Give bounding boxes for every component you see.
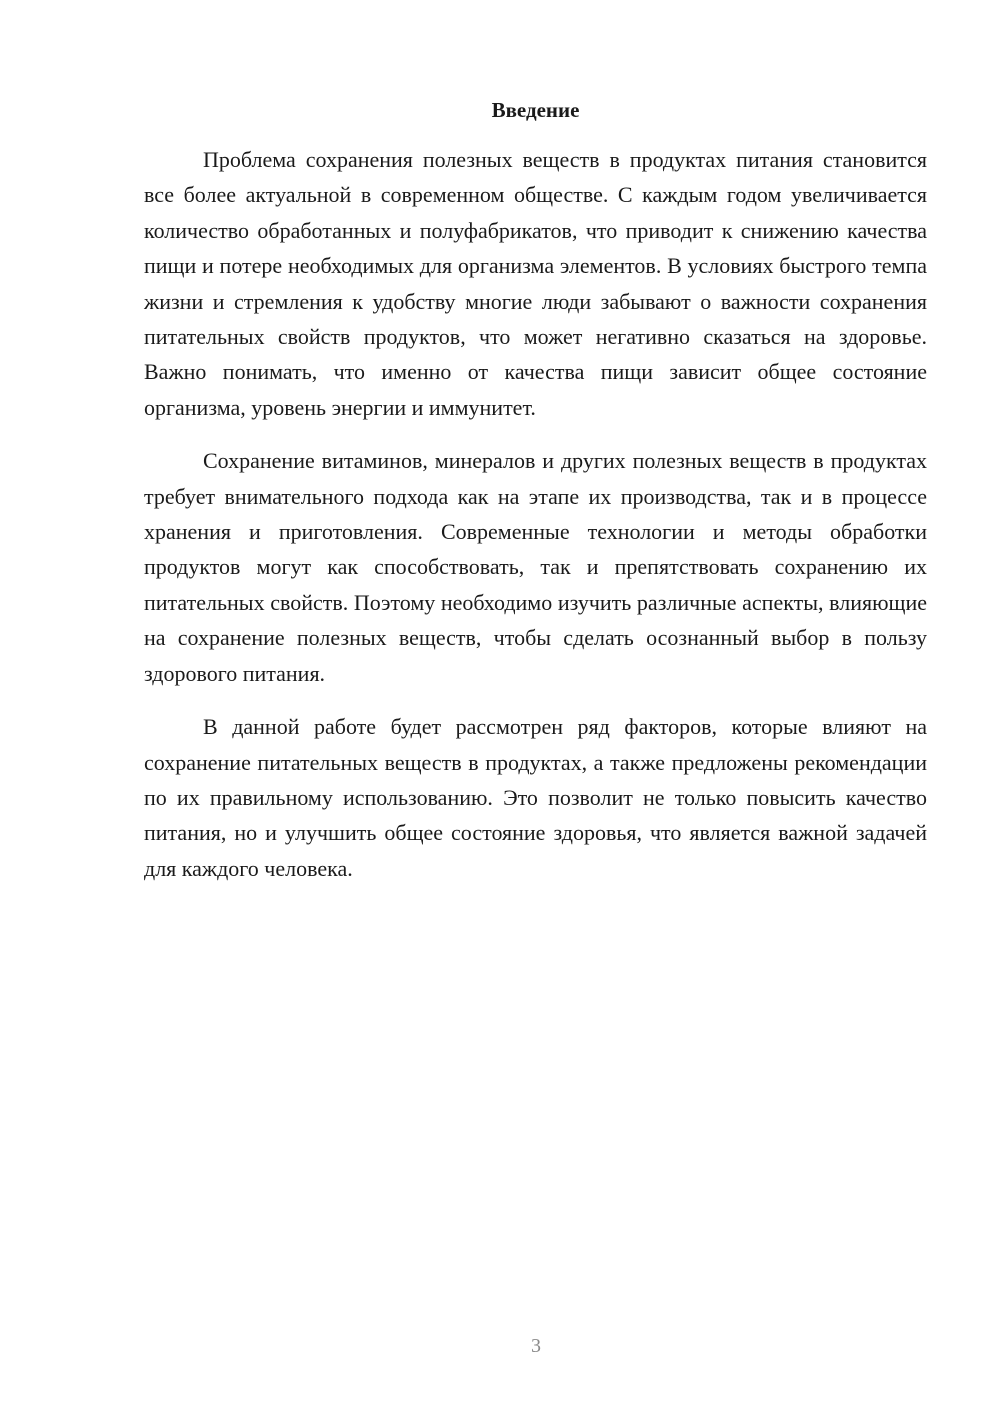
- section-heading: Введение: [491, 98, 580, 122]
- body-text: [144, 142, 927, 904]
- paragraph-2: Сохранение витаминов, минералов и других полезных веществ в продуктах требует внимательного подхода как на этапе их производства, так и в процессе хранения и приготовления. Современные технологии и методы обработки продуктов могут как способствовать, так и препятствовать сохранению их питательных свойств. Поэтому необходимо изучить различные аспекты, влияющие на сохранение полезных веществ, чтобы сделать осознанный выбор в пользу здорового питания.: [144, 448, 927, 686]
- page-number: 3: [531, 1335, 541, 1357]
- paragraph-3: В данной работе будет рассмотрен ряд факторов, которые влияют на сохранение питательных веществ в продуктах, а также предложены рекомендации по их правильному использованию. Это позволит не только повысить качество питания, но и улучшить общее состояние здоровья, что является важной задачей для каждого человека.: [144, 714, 927, 881]
- paragraph-1: Проблема сохранения полезных веществ в продуктах питания становится все более актуальной в современном обществе. С каждым годом увеличивается количество обработанных и полуфабрикатов, что приводит к снижению качества пищи и потере необходимых для организма элементов. В условиях быстрого темпа жизни и стремления к удобству многие люди забывают о важности сохранения питательных свойств продуктов, что может негативно сказаться на здоровье. Важно понимать, что именно от качества пищи зависит общее состояние организма, уровень энергии и иммунитет.: [144, 147, 927, 420]
